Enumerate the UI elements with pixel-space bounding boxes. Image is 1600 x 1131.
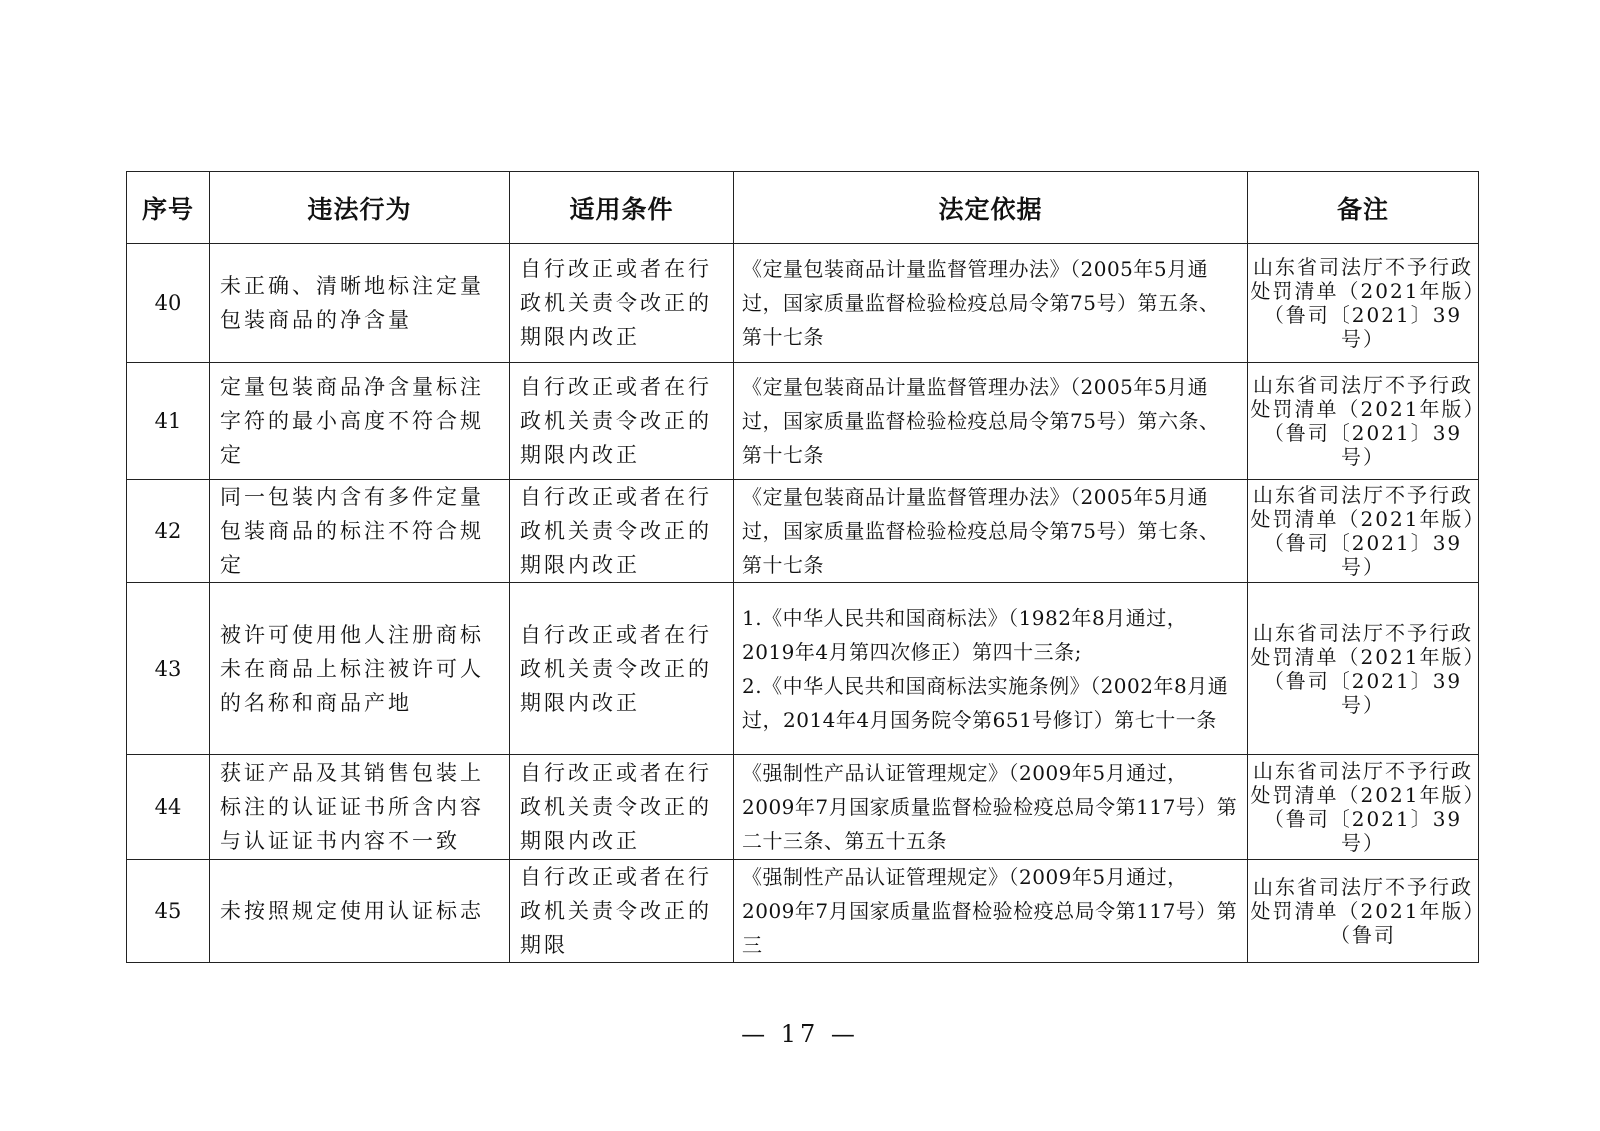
row-note: 山东省司法厅不予行政处罚清单（2021年版）（鲁司 xyxy=(1248,860,1479,963)
legal-basis-line: 《强制性产品认证管理规定》（2009年5月通过，2009年7月国家质量监督检验检疫总局令第117号）第二十三条、第五十五条 xyxy=(742,761,1238,853)
page-number: — 17 — xyxy=(741,1020,859,1048)
table-row xyxy=(127,755,1479,860)
legal-basis-line: 2.《中华人民共和国商标法实施条例》（2002年8月通过，2014年4月国务院令第651号修订）第七十一条 xyxy=(742,673,1229,732)
header-note: 备注 xyxy=(1248,172,1479,244)
table-row xyxy=(127,583,1479,755)
row-condition: 自行改正或者在行政机关责令改正的期限内改正 xyxy=(510,244,734,363)
row-note: 山东省司法厅不予行政处罚清单（2021年版）（鲁司〔2021〕39号） xyxy=(1248,363,1479,480)
row-legal-basis xyxy=(734,244,1248,363)
legal-basis-line: 《定量包装商品计量监督管理办法》（2005年5月通过，国家质量监督检验检疫总局令第75号）第七条、第十七条 xyxy=(742,485,1220,577)
row-condition: 自行改正或者在行政机关责令改正的期限内改正 xyxy=(510,755,734,860)
row-note: 山东省司法厅不予行政处罚清单（2021年版）（鲁司〔2021〕39号） xyxy=(1248,755,1479,860)
row-seq: 44 xyxy=(127,755,210,860)
table-header-row xyxy=(127,172,1479,244)
row-violation: 被许可使用他人注册商标未在商品上标注被许可人的名称和商品产地 xyxy=(210,583,510,755)
row-seq: 41 xyxy=(127,363,210,480)
row-condition: 自行改正或者在行政机关责令改正的期限内改正 xyxy=(510,363,734,480)
table-row xyxy=(127,363,1479,480)
row-violation: 定量包装商品净含量标注字符的最小高度不符合规定 xyxy=(210,363,510,480)
row-condition: 自行改正或者在行政机关责令改正的期限内改正 xyxy=(510,583,734,755)
row-violation: 同一包装内含有多件定量包装商品的标注不符合规定 xyxy=(210,480,510,583)
row-seq: 40 xyxy=(127,244,210,363)
header-law: 法定依据 xyxy=(734,172,1248,244)
header-act: 违法行为 xyxy=(210,172,510,244)
row-note: 山东省司法厅不予行政处罚清单（2021年版）（鲁司〔2021〕39号） xyxy=(1248,480,1479,583)
row-seq: 42 xyxy=(127,480,210,583)
row-seq: 45 xyxy=(127,860,210,963)
row-note: 山东省司法厅不予行政处罚清单（2021年版）（鲁司〔2021〕39号） xyxy=(1248,583,1479,755)
row-violation: 未正确、清晰地标注定量包装商品的净含量 xyxy=(210,244,510,363)
row-legal-basis xyxy=(734,860,1248,963)
row-condition: 自行改正或者在行政机关责令改正的期限内改正 xyxy=(510,480,734,583)
header-seq: 序号 xyxy=(127,172,210,244)
row-legal-basis xyxy=(734,755,1248,860)
regulation-table xyxy=(126,171,1479,963)
row-violation: 未按照规定使用认证标志 xyxy=(210,860,510,963)
header-cond: 适用条件 xyxy=(510,172,734,244)
legal-basis-line: 《定量包装商品计量监督管理办法》（2005年5月通过，国家质量监督检验检疫总局令第75号）第六条、第十七条 xyxy=(742,375,1220,467)
legal-basis-line: 《强制性产品认证管理规定》（2009年5月通过，2009年7月国家质量监督检验检疫总局令第117号）第三 xyxy=(742,865,1238,957)
table-row xyxy=(127,860,1479,963)
row-legal-basis xyxy=(734,363,1248,480)
row-legal-basis xyxy=(734,583,1248,755)
table-row xyxy=(127,480,1479,583)
table-row xyxy=(127,244,1479,363)
row-violation: 获证产品及其销售包装上标注的认证证书所含内容与认证证书内容不一致 xyxy=(210,755,510,860)
legal-basis-line: 1.《中华人民共和国商标法》（1982年8月通过，2019年4月第四次修正）第四十三条; xyxy=(742,605,1188,664)
row-note: 山东省司法厅不予行政处罚清单（2021年版）（鲁司〔2021〕39号） xyxy=(1248,244,1479,363)
row-seq: 43 xyxy=(127,583,210,755)
legal-basis-line: 《定量包装商品计量监督管理办法》（2005年5月通过，国家质量监督检验检疫总局令第75号）第五条、第十七条 xyxy=(742,257,1220,349)
regulation-table-container xyxy=(126,171,1478,957)
row-legal-basis xyxy=(734,480,1248,583)
row-condition: 自行改正或者在行政机关责令改正的期限 xyxy=(510,860,734,963)
